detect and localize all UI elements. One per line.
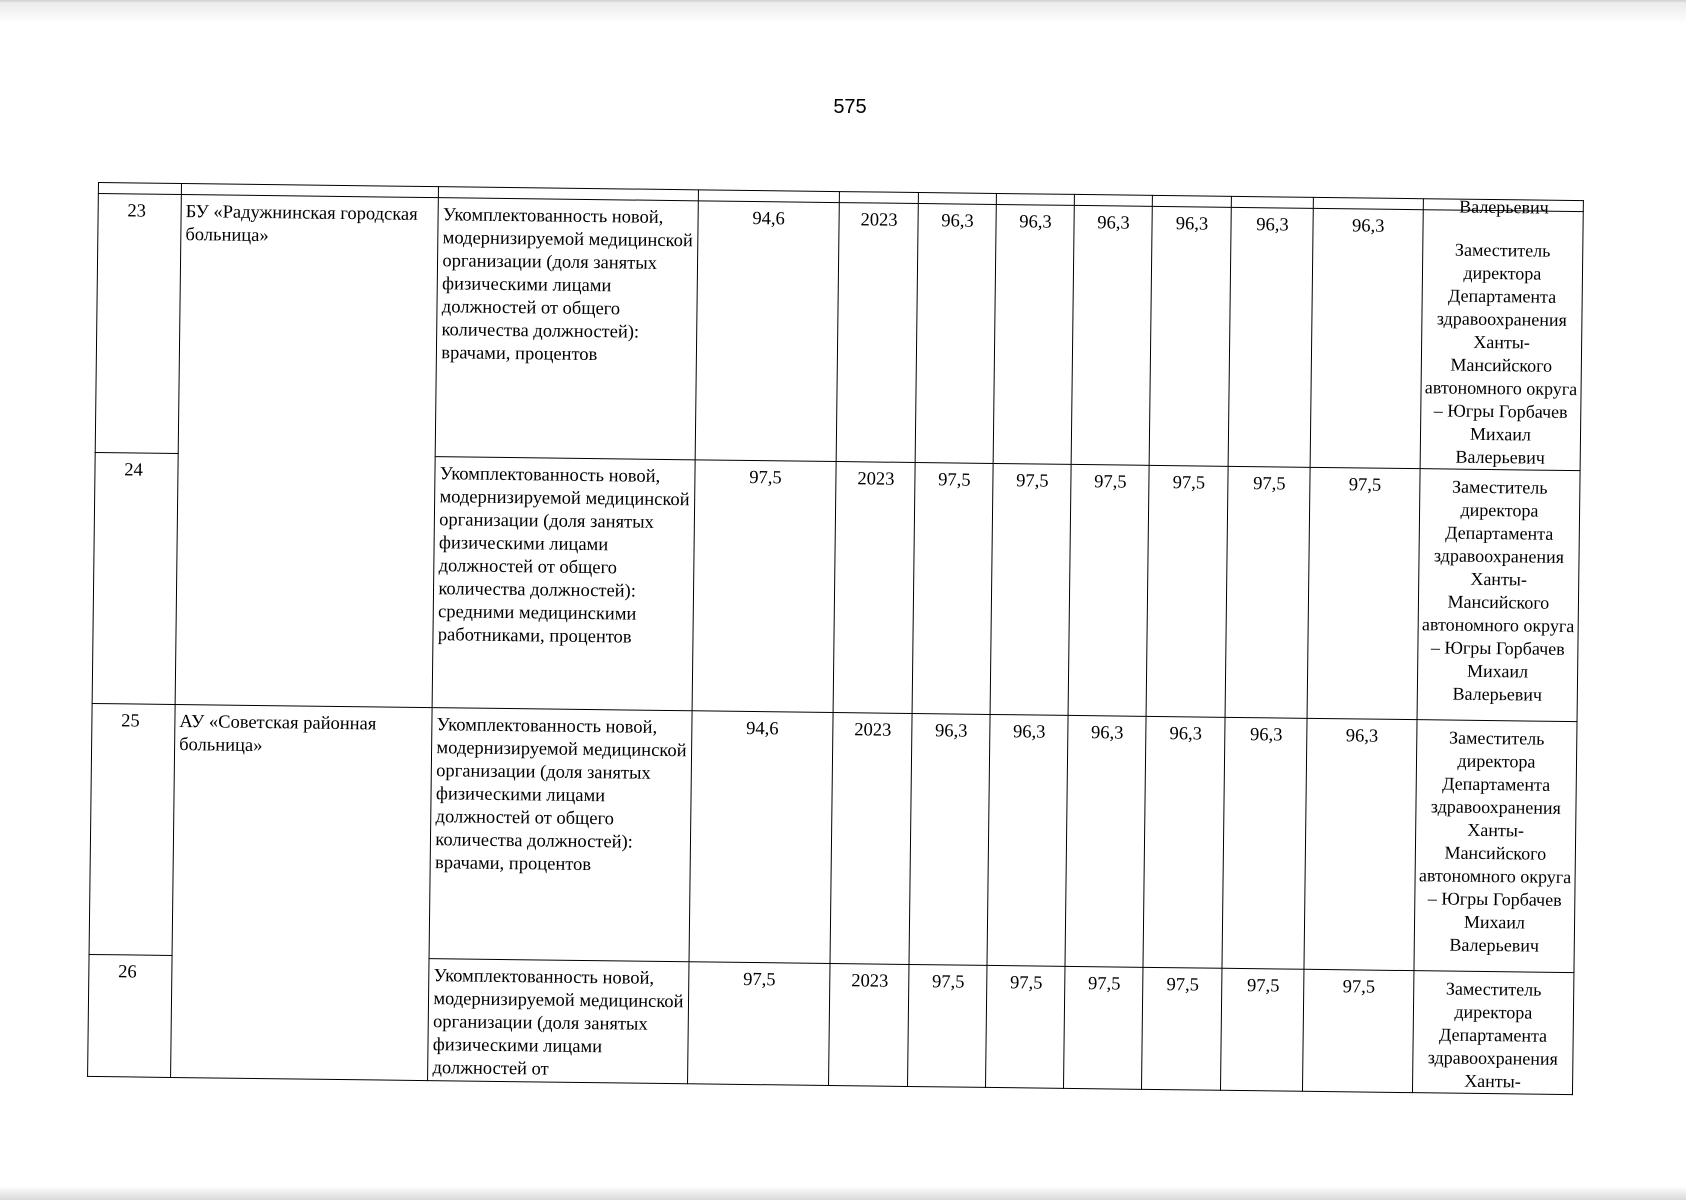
target-value-cell: 96,3 [909,713,990,965]
target-value-cell: 96,3 [1222,717,1307,969]
scan-edge-top [0,0,1686,24]
row-number: 25 [89,703,175,955]
indicator-cell: Укомплектованность новой, модернизируемой медицинской организации (доля занятых физическими лицами должностей от [428,959,689,1084]
target-value-cell: 96,3 [1065,715,1146,967]
base-year-cell: 2023 [834,462,916,714]
target-value-cell: 96,3 [1072,205,1153,465]
target-value-cell: 97,5 [1303,969,1414,1092]
base-year-cell: 2023 [830,713,912,965]
target-value-cell: 97,5 [908,964,987,1087]
target-value-cell: 97,5 [913,463,994,715]
target-value-cell: 96,3 [987,714,1068,966]
organization-cell: АУ «Советская районная больница» [171,704,433,1080]
target-value-cell: 97,5 [991,463,1072,715]
page-number: 575 [833,96,867,118]
target-value-cell: 97,5 [1068,464,1149,716]
indicators-table [87,182,1584,1095]
table-row [95,194,1583,471]
target-value-cell: 97,5 [1146,465,1228,717]
target-value-cell: 96,3 [916,204,997,464]
target-value-cell: 96,3 [994,204,1075,464]
base-value-cell: 94,6 [695,201,840,462]
base-value-cell: 94,6 [689,711,834,964]
row-number: 24 [92,452,178,704]
target-value-cell: 96,3 [1150,206,1232,466]
base-year-cell: 2023 [837,203,919,463]
target-value-cell: 97,5 [1308,467,1420,719]
target-value-cell: 97,5 [1064,966,1143,1089]
target-value-cell: 97,5 [1142,967,1222,1090]
scan-edge-bottom [0,1186,1686,1200]
table-row [89,703,1577,972]
row-number: 23 [95,194,181,454]
responsible-cell [1420,210,1583,471]
responsible-cell: Заместитель директора Департамента здравоохранения Ханты- [1412,971,1574,1095]
target-value-cell: 97,5 [1221,968,1305,1091]
base-year-cell: 2023 [829,964,909,1087]
carried-over-text: Валерьевич [1459,196,1549,218]
target-value-cell: 96,3 [1229,207,1314,467]
row-number: 26 [88,954,173,1077]
target-value-cell: 97,5 [986,965,1065,1088]
target-value-cell: 96,3 [1304,718,1416,970]
indicator-cell: Укомплектованность новой, модернизируемой медицинской организации (доля занятых физическими лицами должностей от общего количества должностей): врачами, процентов [429,708,691,962]
organization-cell: БУ «Радужнинская городская больница» [175,195,438,708]
target-value-cell: 96,3 [1143,716,1225,968]
target-value-cell: 96,3 [1311,208,1424,468]
base-value-cell: 97,5 [687,962,830,1086]
base-value-cell: 97,5 [692,460,837,713]
responsible-cell: Заместитель директора Департамента здравоохранения Ханты-Мансийского автономного округа – Югры Горбачев Михаил Валерьевич [1414,720,1577,973]
responsible-text: Заместитель директора Департамента здравоохранения Ханты-Мансийского автономного округа – Югры Горбачев Михаил Валерьевич [1424,239,1578,468]
target-value-cell: 97,5 [1225,466,1310,718]
table-body [88,183,1584,1095]
indicator-cell: Укомплектованность новой, модернизируемой медицинской организации (доля занятых физическими лицами должностей от общего количества должностей): врачами, процентов [436,198,698,460]
indicator-cell: Укомплектованность новой, модернизируемой медицинской организации (доля занятых физическими лицами должностей от общего количества должностей): средними медицинскими работниками, процентов [432,457,694,711]
responsible-cell: Заместитель директора Департамента здравоохранения Ханты-Мансийского автономного округа – Югры Горбачев Михаил Валерьевич [1417,469,1580,722]
